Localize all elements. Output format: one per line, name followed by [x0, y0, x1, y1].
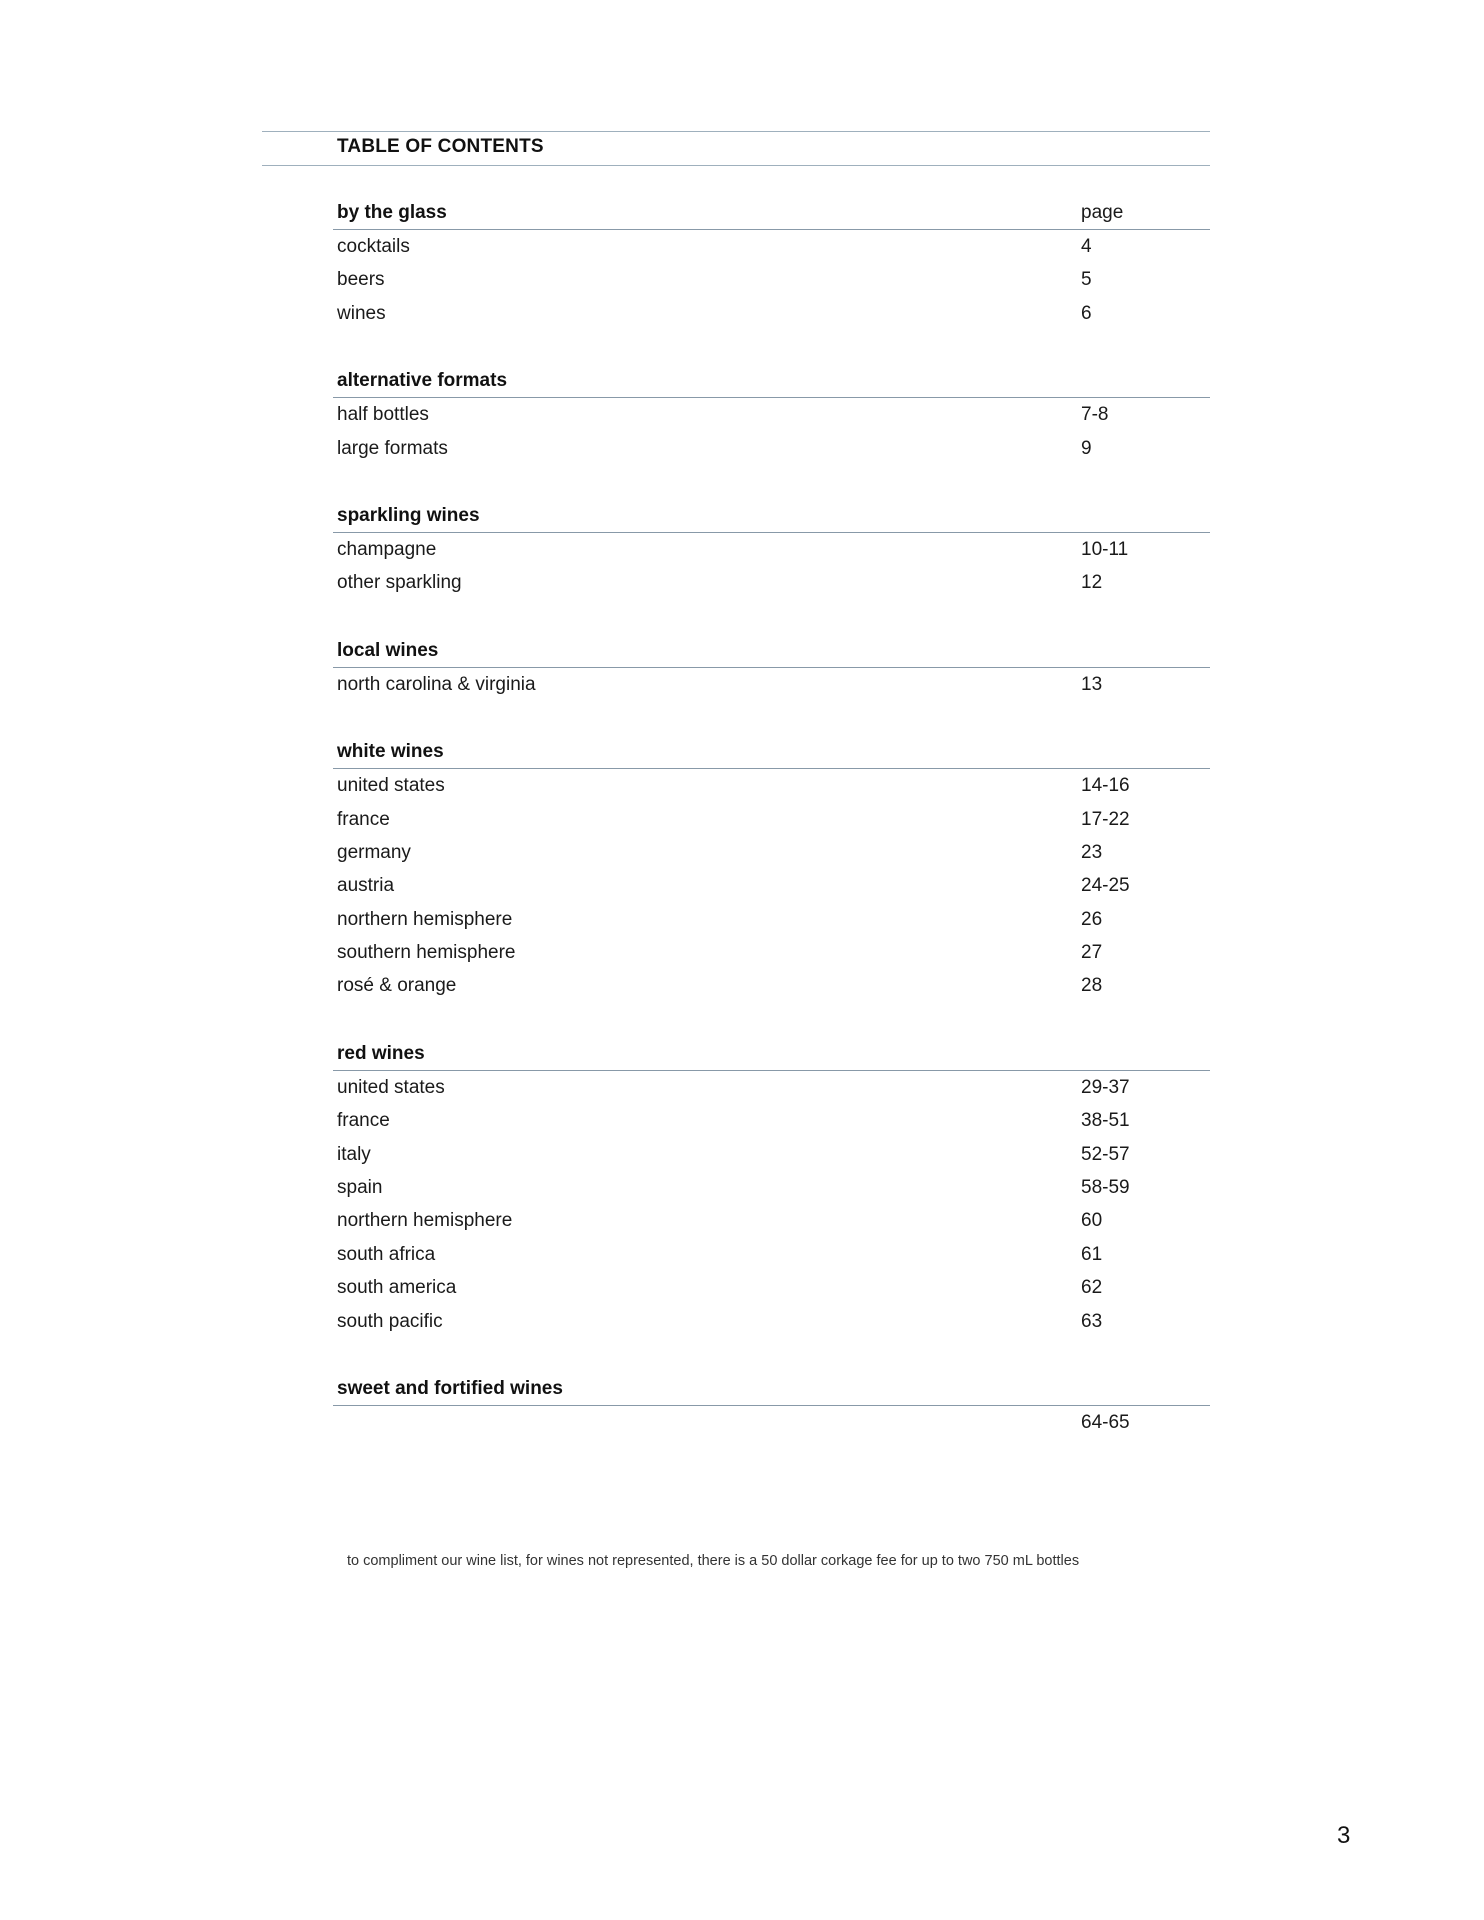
section-heading	[333, 364, 1210, 398]
toc-entry-page: 7-8	[1081, 404, 1109, 426]
section-title: red wines	[337, 1042, 425, 1064]
toc-entry	[337, 566, 1210, 599]
section-heading	[333, 1372, 1210, 1406]
toc-section	[337, 735, 1210, 1003]
toc-entry	[337, 668, 1210, 701]
toc-entry	[337, 297, 1210, 330]
toc-entry-label: northern hemisphere	[337, 908, 513, 930]
toc-entry-label: southern hemisphere	[337, 942, 516, 964]
toc-section	[337, 499, 1210, 600]
toc-entry-page: 61	[1081, 1243, 1103, 1265]
toc-entry-label: cocktails	[337, 236, 410, 257]
section-title: by the glass	[337, 202, 447, 223]
section-heading	[333, 196, 1210, 230]
page-column-label: page	[1081, 202, 1124, 223]
toc-entry-label: spain	[337, 1177, 383, 1199]
toc-entry	[337, 1171, 1210, 1204]
toc-entry-label: north carolina & virginia	[337, 673, 536, 695]
section-title: sparkling wines	[337, 504, 480, 526]
toc-entry	[337, 936, 1210, 969]
section-heading	[333, 634, 1210, 668]
toc-entry	[337, 836, 1210, 869]
toc-entry-label: rosé & orange	[337, 975, 457, 997]
toc-entry-label: south africa	[337, 1243, 436, 1265]
toc-entry-page: 62	[1081, 1277, 1103, 1299]
section-heading	[333, 735, 1210, 769]
toc-entry-page: 27	[1081, 942, 1103, 964]
section-title: sweet and fortified wines	[337, 1377, 563, 1399]
toc-entry-label: south america	[337, 1277, 457, 1299]
toc-entry-label: large formats	[337, 437, 448, 459]
toc-entry	[337, 263, 1210, 296]
toc-entry	[337, 1238, 1210, 1271]
toc-entry-page: 23	[1081, 841, 1103, 863]
toc-entry-label: italy	[337, 1143, 371, 1165]
toc-title: TABLE OF CONTENTS	[337, 136, 544, 157]
section-heading	[333, 499, 1210, 533]
toc-entry-page: 10-11	[1081, 538, 1129, 560]
toc-entry-page: 52-57	[1081, 1143, 1130, 1165]
section-title: alternative formats	[337, 370, 508, 392]
toc-entry	[337, 1406, 1210, 1439]
toc-section	[337, 364, 1210, 465]
toc-entry-page: 9	[1081, 437, 1092, 459]
toc-entry-page: 64-65	[1081, 1411, 1130, 1433]
toc-entry-page: 58-59	[1081, 1177, 1130, 1199]
toc-entry-label: south pacific	[337, 1310, 443, 1332]
page-number: 3	[1337, 1822, 1351, 1849]
toc-entry	[337, 1305, 1210, 1338]
toc-entry	[337, 230, 1210, 263]
toc-section	[337, 634, 1210, 701]
toc-entry-page: 60	[1081, 1210, 1103, 1232]
toc-entry-page: 13	[1081, 673, 1103, 695]
section-heading	[333, 1037, 1210, 1071]
toc-entry	[337, 533, 1210, 566]
toc-entry	[337, 903, 1210, 936]
toc-entry-page: 14-16	[1081, 775, 1130, 797]
toc-entry-label: other sparkling	[337, 572, 462, 594]
toc-section	[337, 1372, 1210, 1439]
toc-entry-page: 6	[1081, 302, 1092, 324]
toc-entry-page: 29-37	[1081, 1076, 1130, 1098]
toc-entry-page: 28	[1081, 975, 1103, 997]
toc-entry-page: 26	[1081, 908, 1103, 930]
toc-entry-page: 38-51	[1081, 1110, 1130, 1132]
toc-entry	[337, 769, 1210, 802]
toc-entry-page: 63	[1081, 1310, 1103, 1332]
toc-section	[337, 196, 1210, 330]
toc-entry-label: beers	[337, 269, 385, 291]
section-title: white wines	[337, 741, 444, 763]
toc-entry	[337, 969, 1210, 1002]
toc-entry	[337, 1271, 1210, 1304]
toc-section	[337, 1037, 1210, 1338]
toc-entry	[337, 1071, 1210, 1104]
toc-entry	[337, 1138, 1210, 1171]
toc-entry-page: 12	[1081, 572, 1103, 594]
section-title: local wines	[337, 639, 439, 661]
toc-entry-page: 5	[1081, 269, 1092, 291]
toc-entry-label: france	[337, 808, 390, 830]
toc-entry	[337, 803, 1210, 836]
toc-entry-label: champagne	[337, 538, 437, 560]
toc-entry	[337, 1204, 1210, 1237]
table-of-contents	[337, 196, 1210, 1473]
toc-entry-label: austria	[337, 875, 395, 897]
toc-entry-page: 4	[1081, 236, 1092, 257]
toc-header	[262, 131, 1210, 166]
toc-entry	[337, 432, 1210, 465]
toc-entry	[337, 869, 1210, 902]
toc-entry-label: wines	[337, 302, 386, 324]
toc-entry-label: united states	[337, 775, 445, 797]
toc-entry-label: northern hemisphere	[337, 1210, 513, 1232]
toc-entry-label: half bottles	[337, 404, 429, 426]
toc-entry-page: 17-22	[1081, 808, 1130, 830]
toc-entry-page: 24-25	[1081, 875, 1130, 897]
toc-entry	[337, 398, 1210, 431]
toc-entry-label: united states	[337, 1076, 445, 1098]
toc-entry-label: germany	[337, 841, 411, 863]
corkage-footnote: to compliment our wine list, for wines not represented, there is a 50 dollar corkage fee for up to two 750 mL bottles	[347, 1553, 1080, 1569]
toc-entry	[337, 1104, 1210, 1137]
toc-entry-label: france	[337, 1110, 390, 1132]
